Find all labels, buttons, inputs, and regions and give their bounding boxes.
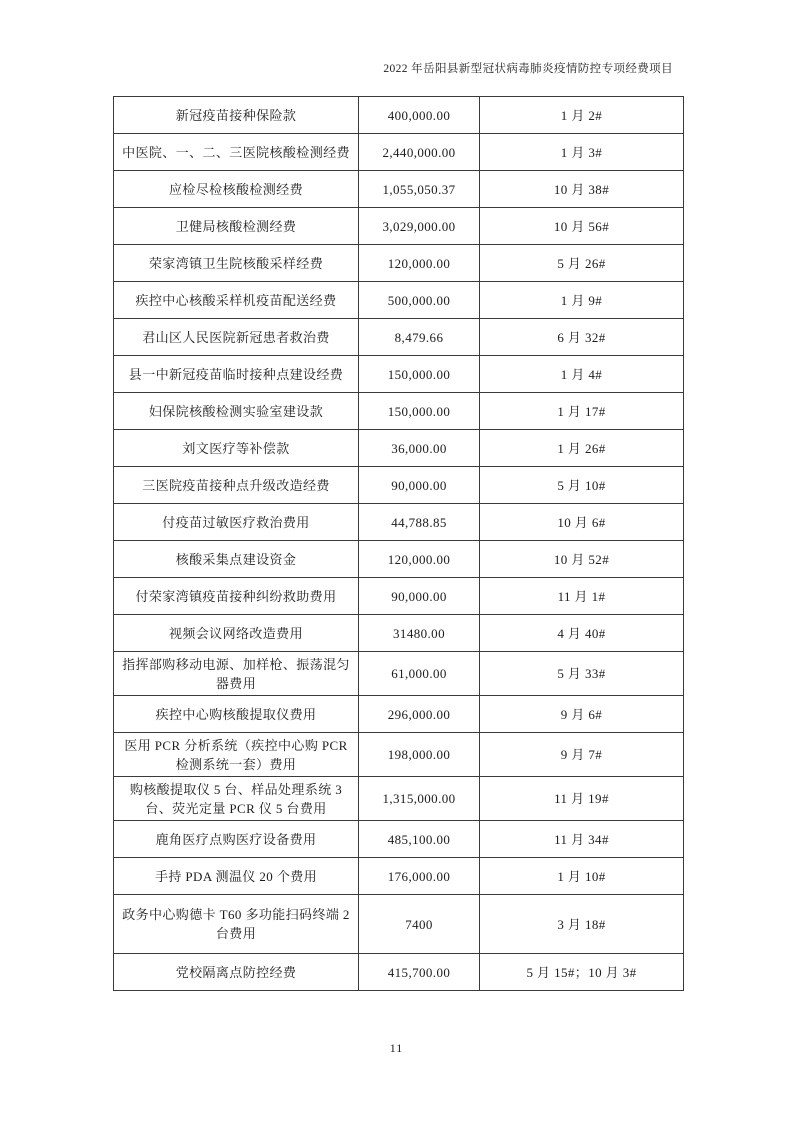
item-cell: 刘文医疗等补偿款 <box>114 430 359 467</box>
amount-cell: 176,000.00 <box>359 858 480 895</box>
amount-cell: 500,000.00 <box>359 282 480 319</box>
expense-table <box>113 96 684 991</box>
table-row <box>114 319 684 356</box>
amount-cell: 31480.00 <box>359 615 480 652</box>
amount-cell: 8,479.66 <box>359 319 480 356</box>
voucher-cell: 11 月 19# <box>480 777 684 821</box>
item-cell: 视频会议网络改造费用 <box>114 615 359 652</box>
amount-cell: 61,000.00 <box>359 652 480 696</box>
voucher-cell: 5 月 10# <box>480 467 684 504</box>
item-cell: 付疫苗过敏医疗救治费用 <box>114 504 359 541</box>
amount-cell: 90,000.00 <box>359 467 480 504</box>
amount-cell: 7400 <box>359 895 480 954</box>
voucher-cell: 9 月 6# <box>480 696 684 733</box>
amount-cell: 120,000.00 <box>359 245 480 282</box>
table-row <box>114 615 684 652</box>
voucher-cell: 10 月 52# <box>480 541 684 578</box>
item-cell: 付荣家湾镇疫苗接种纠纷救助费用 <box>114 578 359 615</box>
item-cell: 核酸采集点建设资金 <box>114 541 359 578</box>
voucher-cell: 10 月 6# <box>480 504 684 541</box>
voucher-cell: 4 月 40# <box>480 615 684 652</box>
table-row <box>114 134 684 171</box>
voucher-cell: 3 月 18# <box>480 895 684 954</box>
amount-cell: 415,700.00 <box>359 954 480 991</box>
page-header-title: 2022 年岳阳县新型冠状病毒肺炎疫情防控专项经费项目 <box>383 63 673 75</box>
amount-cell: 1,055,050.37 <box>359 171 480 208</box>
amount-cell: 150,000.00 <box>359 393 480 430</box>
amount-cell: 44,788.85 <box>359 504 480 541</box>
voucher-cell: 1 月 4# <box>480 356 684 393</box>
table-row <box>114 504 684 541</box>
table-row <box>114 858 684 895</box>
voucher-cell: 1 月 17# <box>480 393 684 430</box>
item-cell: 疾控中心购核酸提取仪费用 <box>114 696 359 733</box>
table-row <box>114 652 684 696</box>
item-cell: 卫健局核酸检测经费 <box>114 208 359 245</box>
table-row <box>114 208 684 245</box>
item-cell: 鹿角医疗点购医疗设备费用 <box>114 821 359 858</box>
item-cell: 手持 PDA 测温仪 20 个费用 <box>114 858 359 895</box>
voucher-cell: 10 月 56# <box>480 208 684 245</box>
table-row <box>114 356 684 393</box>
expense-table-body <box>114 97 684 991</box>
table-row <box>114 821 684 858</box>
table-row <box>114 393 684 430</box>
item-cell: 中医院、一、二、三医院核酸检测经费 <box>114 134 359 171</box>
table-row <box>114 733 684 777</box>
voucher-cell: 10 月 38# <box>480 171 684 208</box>
amount-cell: 485,100.00 <box>359 821 480 858</box>
table-row <box>114 895 684 954</box>
table-row <box>114 578 684 615</box>
voucher-cell: 9 月 7# <box>480 733 684 777</box>
item-cell: 君山区人民医院新冠患者救治费 <box>114 319 359 356</box>
amount-cell: 90,000.00 <box>359 578 480 615</box>
page-number: 11 <box>389 1041 404 1055</box>
voucher-cell: 11 月 34# <box>480 821 684 858</box>
amount-cell: 400,000.00 <box>359 97 480 134</box>
amount-cell: 3,029,000.00 <box>359 208 480 245</box>
table-row <box>114 245 684 282</box>
item-cell: 政务中心购德卡 T60 多功能扫码终端 2 台费用 <box>114 895 359 954</box>
item-cell: 荣家湾镇卫生院核酸采样经费 <box>114 245 359 282</box>
amount-cell: 36,000.00 <box>359 430 480 467</box>
table-row <box>114 97 684 134</box>
voucher-cell: 6 月 32# <box>480 319 684 356</box>
item-cell: 购核酸提取仪 5 台、样品处理系统 3 台、荧光定量 PCR 仪 5 台费用 <box>114 777 359 821</box>
voucher-cell: 5 月 15#；10 月 3# <box>480 954 684 991</box>
amount-cell: 2,440,000.00 <box>359 134 480 171</box>
item-cell: 应检尽检核酸检测经费 <box>114 171 359 208</box>
voucher-cell: 1 月 26# <box>480 430 684 467</box>
item-cell: 疾控中心核酸采样机疫苗配送经费 <box>114 282 359 319</box>
table-row <box>114 171 684 208</box>
item-cell: 党校隔离点防控经费 <box>114 954 359 991</box>
voucher-cell: 1 月 2# <box>480 97 684 134</box>
table-row <box>114 282 684 319</box>
table-row <box>114 696 684 733</box>
voucher-cell: 5 月 33# <box>480 652 684 696</box>
item-cell: 县一中新冠疫苗临时接种点建设经费 <box>114 356 359 393</box>
amount-cell: 296,000.00 <box>359 696 480 733</box>
table-row <box>114 467 684 504</box>
voucher-cell: 1 月 9# <box>480 282 684 319</box>
table-row <box>114 777 684 821</box>
amount-cell: 198,000.00 <box>359 733 480 777</box>
table-row <box>114 430 684 467</box>
voucher-cell: 1 月 10# <box>480 858 684 895</box>
item-cell: 指挥部购移动电源、加样枪、振荡混匀器费用 <box>114 652 359 696</box>
table-row <box>114 954 684 991</box>
item-cell: 医用 PCR 分析系统（疾控中心购 PCR 检测系统一套）费用 <box>114 733 359 777</box>
voucher-cell: 5 月 26# <box>480 245 684 282</box>
item-cell: 妇保院核酸检测实验室建设款 <box>114 393 359 430</box>
table-row <box>114 541 684 578</box>
voucher-cell: 11 月 1# <box>480 578 684 615</box>
item-cell: 三医院疫苗接种点升级改造经费 <box>114 467 359 504</box>
amount-cell: 150,000.00 <box>359 356 480 393</box>
amount-cell: 1,315,000.00 <box>359 777 480 821</box>
amount-cell: 120,000.00 <box>359 541 480 578</box>
item-cell: 新冠疫苗接种保险款 <box>114 97 359 134</box>
voucher-cell: 1 月 3# <box>480 134 684 171</box>
